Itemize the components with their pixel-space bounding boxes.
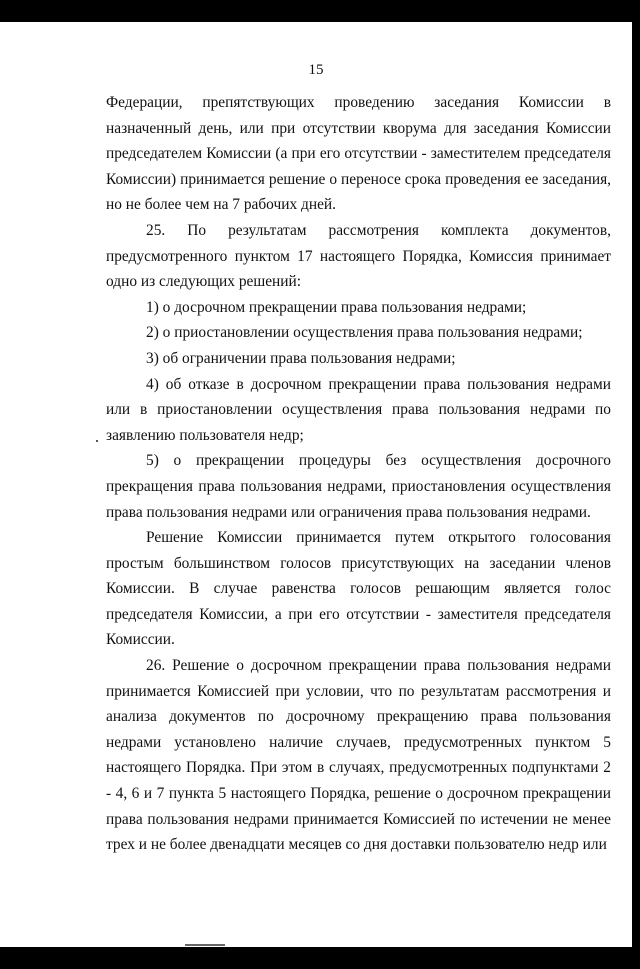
paragraph-voting: Решение Комиссии принимается путем открытого голосования простым большинством голосов присутствующих на заседании членов Комиссии. В случае равенства голосов решающим является голос председателя Комиссии, а при его отсутствии - заместителя председателя Комиссии.: [106, 529, 611, 649]
scan-speck: [96, 440, 98, 442]
list-item-1: 1) о досрочном прекращении права пользования недрами;: [146, 298, 527, 316]
list-item-4: 4) об отказе в досрочном прекращении права пользования недрами или в приостановлении осуществления права пользования недрами по заявлению пользователя недр;: [106, 375, 611, 444]
paragraph-item-25: 25. По результатам рассмотрения комплекта документов, предусмотренного пунктом 17 настоящего Порядка, Комиссия принимает одно из следующих решений:: [106, 221, 611, 291]
scan-artifact-bottom: [185, 944, 225, 946]
list-item-5: 5) о прекращении процедуры без осуществления досрочного прекращения права пользования недрами, приостановления осуществления права пользования недрами или ограничения права пользования недрами.: [106, 452, 611, 521]
document-page: [0, 22, 632, 947]
list-item-2: 2) о приостановлении осуществления права пользования недрами;: [146, 324, 583, 342]
list-item-3: 3) об ограничении права пользования недрами;: [146, 349, 456, 367]
scan-border-right: [632, 0, 640, 969]
paragraph-continuation: Федерации, препятствующих проведению заседания Комиссии в назначенный день, или при отсутствии кворума для заседания Комиссии председателем Комиссии (а при его отсутствии - заместителем председателя Комиссии) принимается решение о переносе срока проведения ее заседания, но не более чем на 7 рабочих дней.: [106, 94, 611, 214]
page-number: 15: [308, 62, 324, 78]
document-body: [106, 90, 611, 858]
paragraph-item-26: 26. Решение о досрочном прекращении права пользования недрами принимается Комиссией при условии, что по результатам рассмотрения и анализа документов по досрочному прекращению права пользования недрами установлено наличие случаев, предусмотренных пунктом 5 настоящего Порядка. При этом в случаях, предусмотренных подпунктами 2 - 4, 6 и 7 пункта 5 настоящего Порядка, решение о досрочном прекращении права пользования недрами принимается Комиссией по истечении не менее трех и не более двенадцати месяцев со дня доставки пользователю недр или: [106, 657, 611, 854]
